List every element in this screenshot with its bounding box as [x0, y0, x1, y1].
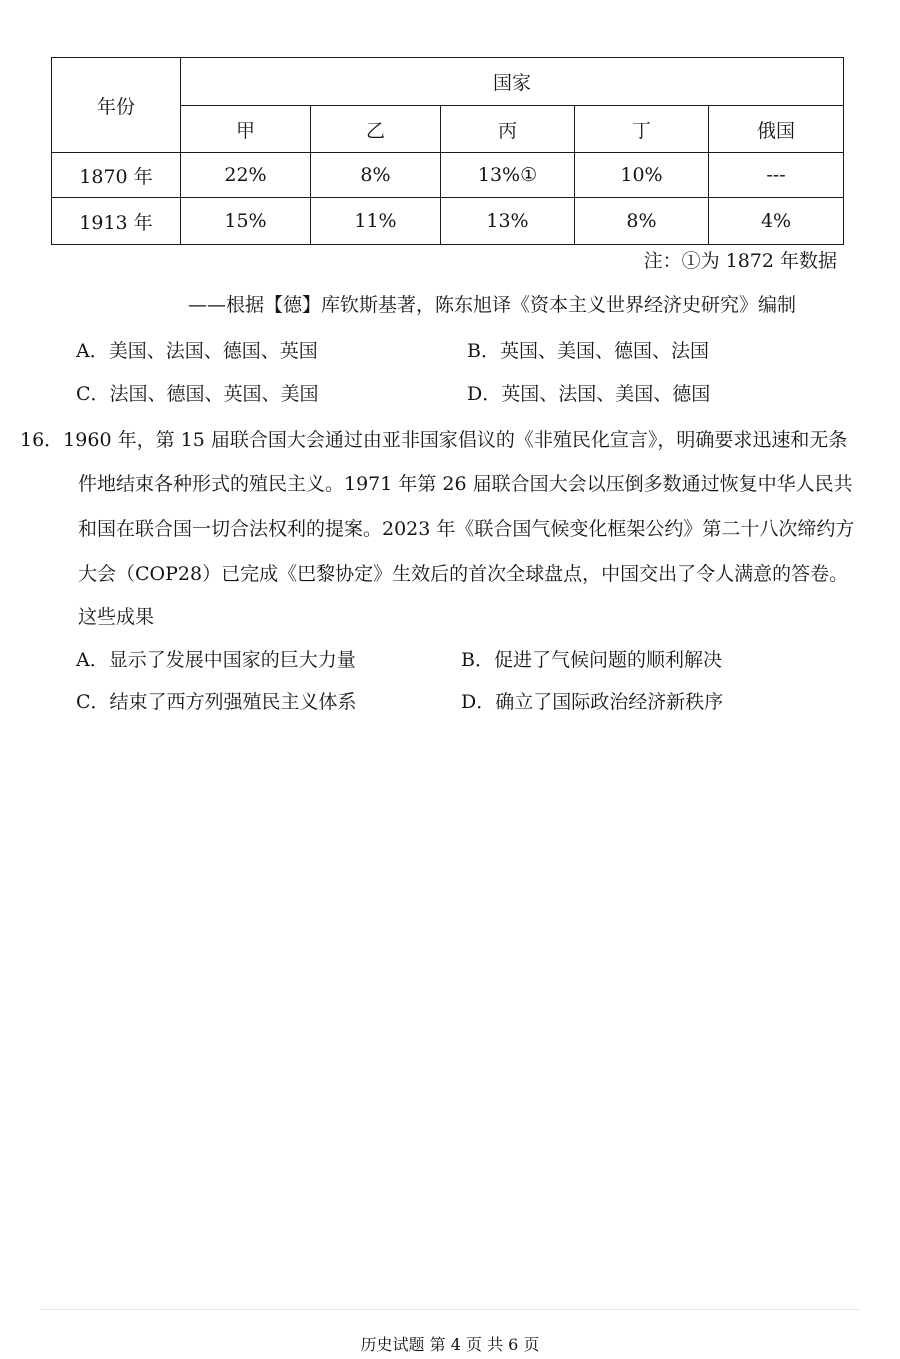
value-label: 13%① — [477, 164, 538, 186]
q16-stem-line: 件地结束各种形式的殖民主义。1971 年第 26 届联合国大会以压倒多数通过恢复中华人民共 — [78, 473, 853, 495]
value-cell — [311, 198, 441, 245]
value-cell — [575, 153, 709, 198]
share-table — [51, 57, 844, 245]
value-cell — [311, 153, 441, 198]
q15-option-d[interactable]: D．英国、法国、美国、德国 — [467, 383, 711, 405]
table-row — [52, 153, 844, 198]
q16-option-b[interactable]: B．促进了气候问题的顺利解决 — [461, 649, 722, 671]
value-label: 22% — [224, 164, 267, 186]
country-label: 甲 — [235, 119, 255, 142]
country-cell — [575, 106, 709, 153]
q15-option-c[interactable]: C．法国、德国、英国、美国 — [76, 383, 319, 405]
footer-divider — [40, 1309, 860, 1310]
country-label: 丁 — [631, 119, 651, 142]
value-cell — [441, 153, 575, 198]
table-row — [52, 198, 844, 245]
country-label: 俄国 — [757, 119, 796, 142]
year-label: 1870 年 — [79, 165, 153, 188]
value-cell — [709, 153, 844, 198]
q16-stem-line: 这些成果 — [78, 606, 155, 628]
value-label: 4% — [760, 210, 792, 232]
value-label: 11% — [354, 210, 397, 232]
value-cell — [709, 198, 844, 245]
page-footer: 历史试题 第 4 页 共 6 页 — [360, 1335, 540, 1354]
q16-stem-line: 和国在联合国一切合法权利的提案。2023 年《联合国气候变化框架公约》第二十八次缔约方 — [78, 518, 855, 540]
year-label: 1913 年 — [79, 211, 153, 234]
q16-stem-line: 大会（COP28）已完成《巴黎协定》生效后的首次全球盘点，中国交出了令人满意的答卷。 — [78, 563, 849, 585]
value-label: 15% — [224, 210, 267, 232]
country-cell — [709, 106, 844, 153]
q16-option-a[interactable]: A．显示了发展中国家的巨大力量 — [76, 649, 356, 671]
year-header-cell — [52, 58, 181, 153]
country-cell — [441, 106, 575, 153]
q15-option-b[interactable]: B．英国、美国、德国、法国 — [467, 340, 709, 362]
value-label: 8% — [360, 164, 391, 186]
year-cell — [52, 198, 181, 245]
value-cell — [181, 153, 311, 198]
country-header-cell — [181, 58, 844, 106]
value-cell — [575, 198, 709, 245]
year-cell — [52, 153, 181, 198]
country-label: 乙 — [365, 119, 385, 142]
source-citation: ——根据【德】库钦斯基著，陈东旭译《资本主义世界经济史研究》编制 — [188, 294, 797, 316]
value-label: 8% — [626, 210, 657, 232]
value-cell — [441, 198, 575, 245]
value-label: --- — [766, 164, 786, 186]
country-cell — [181, 106, 311, 153]
country-label: 丙 — [497, 119, 517, 142]
q16-stem-line: 16．1960 年，第 15 届联合国大会通过由亚非国家倡议的《非殖民化宣言》，明确要求迅速和无条 — [20, 429, 848, 451]
country-header: 国家 — [493, 72, 532, 94]
table-note: 注：①为 1872 年数据 — [643, 250, 837, 272]
year-header: 年份 — [96, 95, 135, 118]
q16-option-d[interactable]: D．确立了国际政治经济新秩序 — [461, 691, 724, 713]
q16-option-c[interactable]: C．结束了西方列强殖民主义体系 — [76, 691, 357, 713]
value-label: 10% — [620, 164, 663, 186]
q15-option-a[interactable]: A．美国、法国、德国、英国 — [76, 340, 318, 362]
value-label: 13% — [486, 210, 529, 232]
value-cell — [181, 198, 311, 245]
country-cell — [311, 106, 441, 153]
